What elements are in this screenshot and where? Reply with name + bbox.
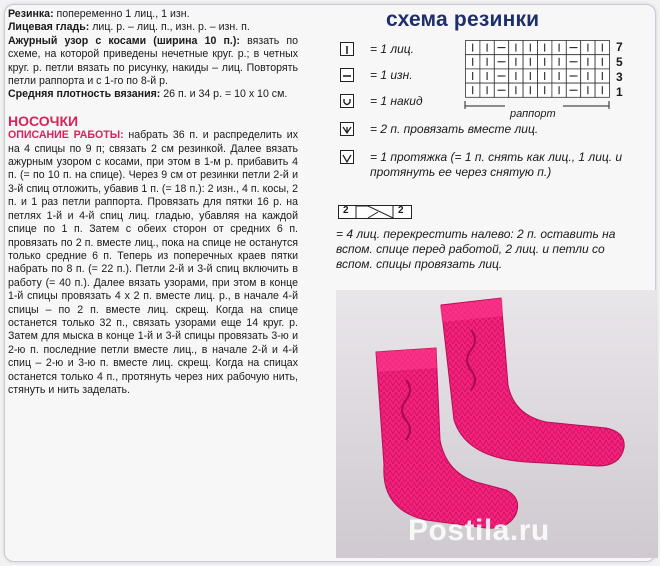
knit-stitch-icon <box>340 42 354 56</box>
stitch-chart <box>465 40 610 103</box>
rib-label: Резинка: <box>8 8 54 20</box>
socks-photo <box>336 290 658 558</box>
yarn-over-icon <box>340 94 354 108</box>
legend-purl: = 1 изн. <box>370 68 413 82</box>
legend-yarn-over: = 1 накид <box>370 94 423 108</box>
cable-num-right: 2 <box>398 205 404 216</box>
lace-label: Ажурный узор с косами (ширина 10 п.): <box>8 34 240 47</box>
purl-stitch-icon <box>340 68 354 82</box>
row-number-7: 7 <box>616 40 623 54</box>
section-title: НОСОЧКИ <box>8 112 79 129</box>
k2tog-icon <box>340 122 354 136</box>
rib-text: попеременно 1 лиц., 1 изн. <box>53 8 190 20</box>
work-label: ОПИСАНИЕ РАБОТЫ: <box>8 129 124 142</box>
lace-text: вязать по схеме, на которой приведены нечетные круг. р.; в четных круг. р. петли вязать по рисунку, накиды – лиц. Повторять петли раппорта и с 1-го по 8-й р. <box>8 34 299 88</box>
stockinette-text: лиц. р. – лиц. п., изн. р. – изн. п. <box>89 21 250 34</box>
stitch-chart-grid <box>465 40 610 98</box>
scheme-title: схема резинки <box>386 8 540 31</box>
gauge-text: 26 п. и 34 р. = 10 x 10 см. <box>160 88 288 101</box>
work-description <box>8 129 298 397</box>
cable-num-left: 2 <box>343 205 349 216</box>
stockinette-label: Лицевая гладь: <box>8 21 90 34</box>
gauge-label: Средняя плотность вязания: <box>8 88 161 101</box>
skpo-icon <box>340 150 354 164</box>
stockinette-paragraph <box>8 21 298 34</box>
row-number-3: 3 <box>616 70 623 84</box>
postila-watermark: Postila.ru <box>408 514 550 547</box>
rib-paragraph <box>8 8 298 21</box>
cable-cross-icon <box>338 205 412 224</box>
work-text: набрать 36 п. и распределить их на 4 спицы по 9 п; связать 2 см резинкой. Далее вязать ажурным узором с косами, при этом в 1-м р. прибавить 4 п. (= по 10 п. на спице). Через 9 см от резинки петли 2-й и 3-й спиц отложить, убавив 1 п. (= 18 п.): 2 изн., 4 п. косы, 2 п. и 1 раз петли раппорта. Провязать для пятки 16 р. на петлях 1-й и 4-й спиц лиц. гладью, убавляя на каждой спице по 1 п. Затем с обеих сторон от средних 6 п. провязать по 2 п. вместе лиц., пока на спице не останутся только средние 6 п. Теперь из поперечных краев пятки набрать по 8 п. (= 22 п.). Петли 2-й и 3-й спиц включить в работу (= 40 п.). Далее вязать узорами, при этом в конце 1-й спицы провязать 4 x 2 п. вместе лиц. р., в начале 4-й спицы – по 2 п. вместе лиц. скрещ. Когда на спице останется только 32 п., связать узорами еще 14 круг. р. Затем для мыска в конце 1-й и 3-й спицы провязать 3-ю и 2-ю п. последние петли вместе лиц., в начале 2-й и 4-й спиц – 2-ю и 3-ю п. вместе лиц. скрещ. Когда на спицах останется только 4 п., протянуть через них рабочую нить, стянуть и нить заделать. <box>8 129 299 396</box>
row-number-5: 5 <box>616 55 623 69</box>
gauge-paragraph <box>8 88 298 101</box>
lace-paragraph <box>8 35 298 89</box>
legend-skpo: = 1 протяжка (= 1 п. снять как лиц., 1 лиц. и протянуть ее через снятую п.) <box>370 150 623 179</box>
cable-note: = 4 лиц. перекрестить налево: 2 п. оставить на вспом. спице перед работой, 2 лиц. и петли со вспом. спицы провязать лиц. <box>336 227 616 271</box>
row-number-1: 1 <box>616 85 623 99</box>
legend-knit: = 1 лиц. <box>370 42 414 56</box>
rapport-label: раппорт <box>510 108 556 120</box>
legend-k2tog: = 2 п. провязать вместе лиц. <box>370 122 539 136</box>
instructions-column <box>8 8 298 397</box>
